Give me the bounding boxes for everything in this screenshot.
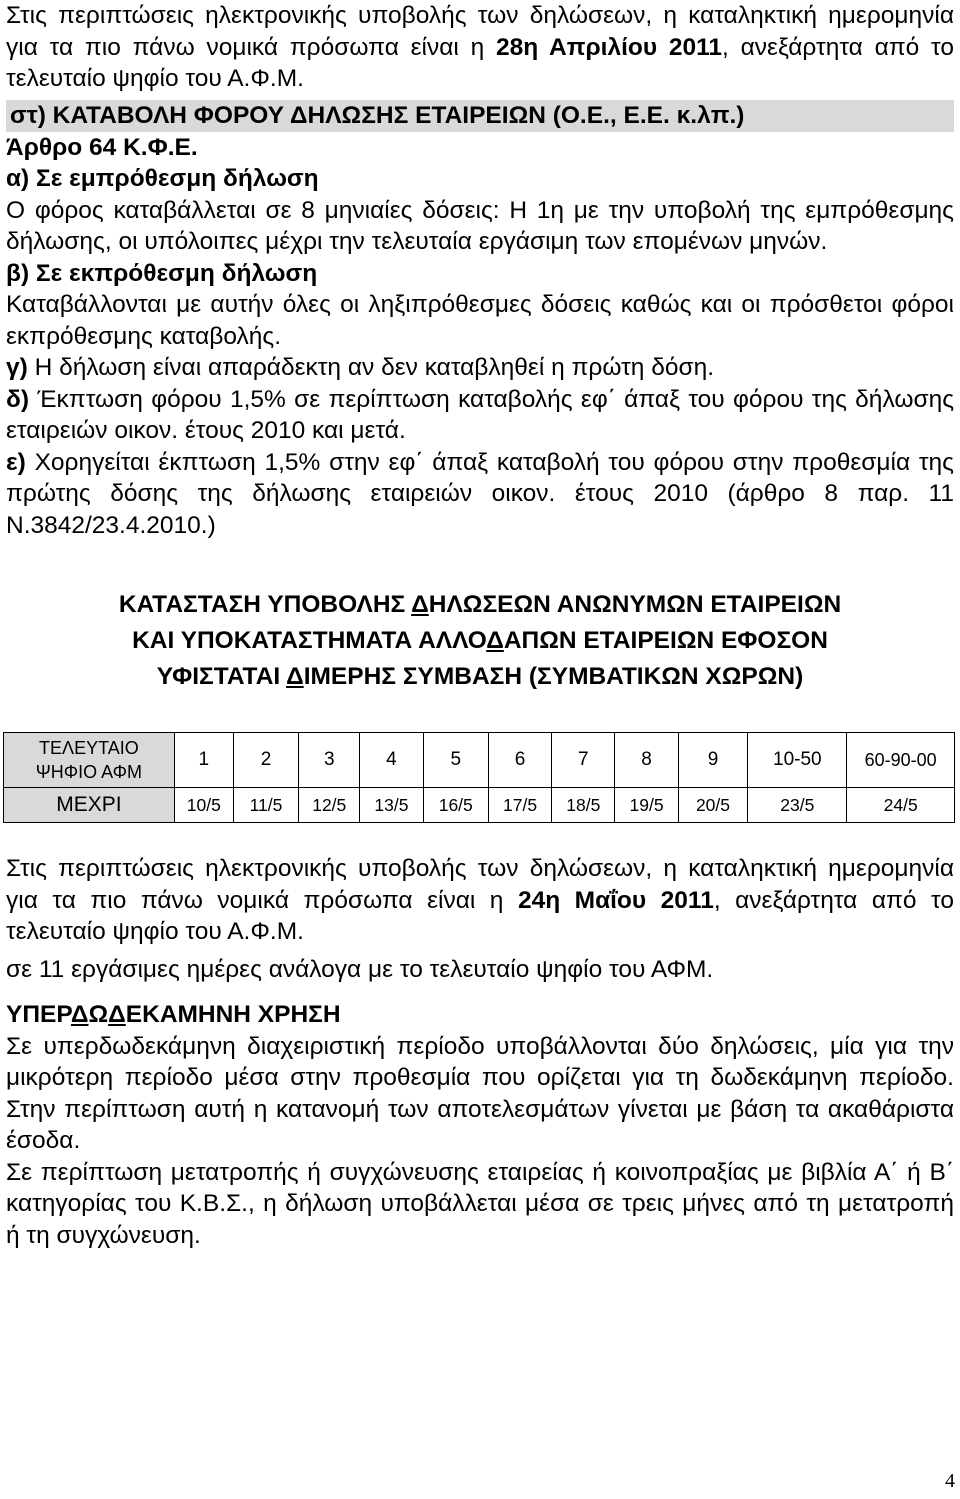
date-cell: 17/5 (488, 788, 551, 823)
schedule-title-line-3: ΥΦΙΣΤΑΤΑΙ ΔΙΜΕΡΗΣ ΣΥΜΒΑΣΗ (ΣΥΜΒΑΤΙΚΩΝ ΧΩΡΩΝ) (156, 663, 804, 690)
subsection-a-heading: α) Σε εμπρόθεσμη δήλωση (6, 165, 319, 192)
date-cell: 12/5 (299, 788, 360, 823)
table-row-digits (4, 733, 955, 788)
date-cell: 19/5 (615, 788, 678, 823)
subsection-c: γ) Η δήλωση είναι απαράδεκτη αν δεν καταβληθεί η πρώτη δόση. (6, 354, 715, 381)
schedule-title (6, 587, 954, 695)
overtime-paragraph-2: Σε περίπτωση μετατροπής ή συγχώνευσης εταιρείας ή κοινοπραξίας με βιβλία Α΄ ή Β΄ κατηγορίας του Κ.Β.Σ., η δήλωση υποβάλλεται μέσα σε τρεις μήνες από τη μετατροπή ή τη συγχώνευση. (6, 1158, 954, 1249)
overtime-heading: ΥΠΕΡΔΩΔΕΚΑΜΗΝΗ ΧΡΗΣΗ (6, 1001, 341, 1028)
digit-cell: 4 (360, 733, 423, 788)
date-cell: 13/5 (360, 788, 423, 823)
digit-cell: 1 (174, 733, 233, 788)
digit-cell: 7 (552, 733, 615, 788)
row-label-cell: ΜΕΧΡΙ (4, 788, 175, 823)
digit-cell: 5 (423, 733, 488, 788)
digit-cell: 3 (299, 733, 360, 788)
intro-text-end: , ανεξάρτητα από το τελευταίο ψηφίο του Α.Φ.Μ. (6, 33, 954, 92)
intro-text: Στις περιπτώσεις ηλεκτρονικής υποβολής των δηλώσεων, η καταληκτική ημερομηνία για τα πιο πάνω νομικά πρόσωπα είναι η (6, 2, 954, 61)
subsection-b-text: Καταβάλλονται με αυτήν όλες οι ληξιπρόθεσμες δόσεις καθώς και οι πρόσθετοι φόροι εκπρόθεσμης καταβολής. (6, 291, 954, 350)
schedule-title-line-2: ΚΑΙ ΥΠΟΚΑΤΑΣΤΗΜΑΤΑ ΑΛΛΟΔΑΠΩΝ ΕΤΑΙΡΕΙΩΝ ΕΦΟΣΟΝ (132, 627, 828, 654)
schedule-table (3, 732, 955, 823)
digit-cell: 9 (678, 733, 748, 788)
digit-cell: 8 (615, 733, 678, 788)
digit-cell: 2 (233, 733, 298, 788)
after-table-paragraph: Στις περιπτώσεις ηλεκτρονικής υποβολής των δηλώσεων, η καταληκτική ημερομηνία για τα πιο πάνω νομικά πρόσωπα είναι η 24η Μαΐου 2011, ανεξάρτητα από το τελευταίο ψηφίο του Α.Φ.Μ. (6, 855, 954, 945)
digit-cell: 60-90-00 (847, 733, 955, 788)
document-page (6, 0, 954, 1251)
date-cell: 18/5 (552, 788, 615, 823)
subsection-a-text: Ο φόρος καταβάλλεται σε 8 μηνιαίες δόσεις: Η 1η με την υποβολή της εμπρόθεσμης δήλωσης, οι υπόλοιπες μέχρι την τελευταία εργάσιμη των επομένων μηνών. (6, 196, 954, 255)
article-reference: Άρθρο 64 Κ.Φ.Ε. (6, 133, 198, 161)
digit-cell: 10-50 (748, 733, 847, 788)
schedule-title-line-1: ΚΑΤΑΣΤΑΣΗ ΥΠΟΒΟΛΗΣ ΔΗΛΩΣΕΩΝ ΑΝΩΝΥΜΩΝ ΕΤΑΙΡΕΙΩΝ (118, 591, 842, 618)
date-cell: 23/5 (748, 788, 847, 823)
subsection-b-heading: β) Σε εκπρόθεσμη δήλωση (6, 259, 318, 287)
section-heading: στ) ΚΑΤΑΒΟΛΗ ΦΟΡΟΥ ΔΗΛΩΣΗΣ ΕΤΑΙΡΕΙΩΝ (Ο.Ε., Ε.Ε. κ.λπ.) (6, 100, 954, 132)
date-cell: 16/5 (423, 788, 488, 823)
intro-paragraph (6, 0, 954, 95)
date-cell: 20/5 (678, 788, 748, 823)
overtime-paragraph-1: Σε υπερδωδεκάμηνη διαχειριστική περίοδο υποβάλλονται δύο δηλώσεις, μία για την μικρότερη περίοδο μέσα στην προθεσμία που ορίζεται για τη δωδεκάμηνη περίοδο. Στην περίπτωση αυτή η κατανομή των αποτελεσμάτων γίνεται με βάση τα ακαθάριστα έσοδα. (6, 1032, 954, 1154)
digit-cell: 6 (488, 733, 551, 788)
intro-deadline: 28η Απριλίου 2011 (495, 33, 723, 61)
date-cell: 11/5 (233, 788, 298, 823)
subsection-d: δ) Έκπτωση φόρου 1,5% σε περίπτωση καταβολής εφ΄ άπαξ του φόρου της δήλωσης εταιρειών οικον. έτους 2010 και μετά. (6, 385, 954, 444)
subsection-e: ε) Χορηγείται έκπτωση 1,5% στην εφ΄ άπαξ καταβολή του φόρου στην προθεσμία της πρώτης δόσης της δήλωσης εταιρειών οικον. έτους 2010 (άρθρο 8 παρ. 11 Ν.3842/23.4.2010.) (6, 448, 954, 539)
table-row-deadlines (4, 788, 955, 823)
date-cell: 10/5 (174, 788, 233, 823)
header-label-cell: ΤΕΛΕΥΤΑΙΟ ΨΗΦΙΟ ΑΦΜ (4, 733, 175, 788)
page-number: 4 (945, 1470, 955, 1492)
date-cell: 24/5 (847, 788, 955, 823)
after-table-line-2: σε 11 εργάσιμες ημέρες ανάλογα με το τελευταίο ψηφίο του ΑΦΜ. (6, 955, 714, 983)
